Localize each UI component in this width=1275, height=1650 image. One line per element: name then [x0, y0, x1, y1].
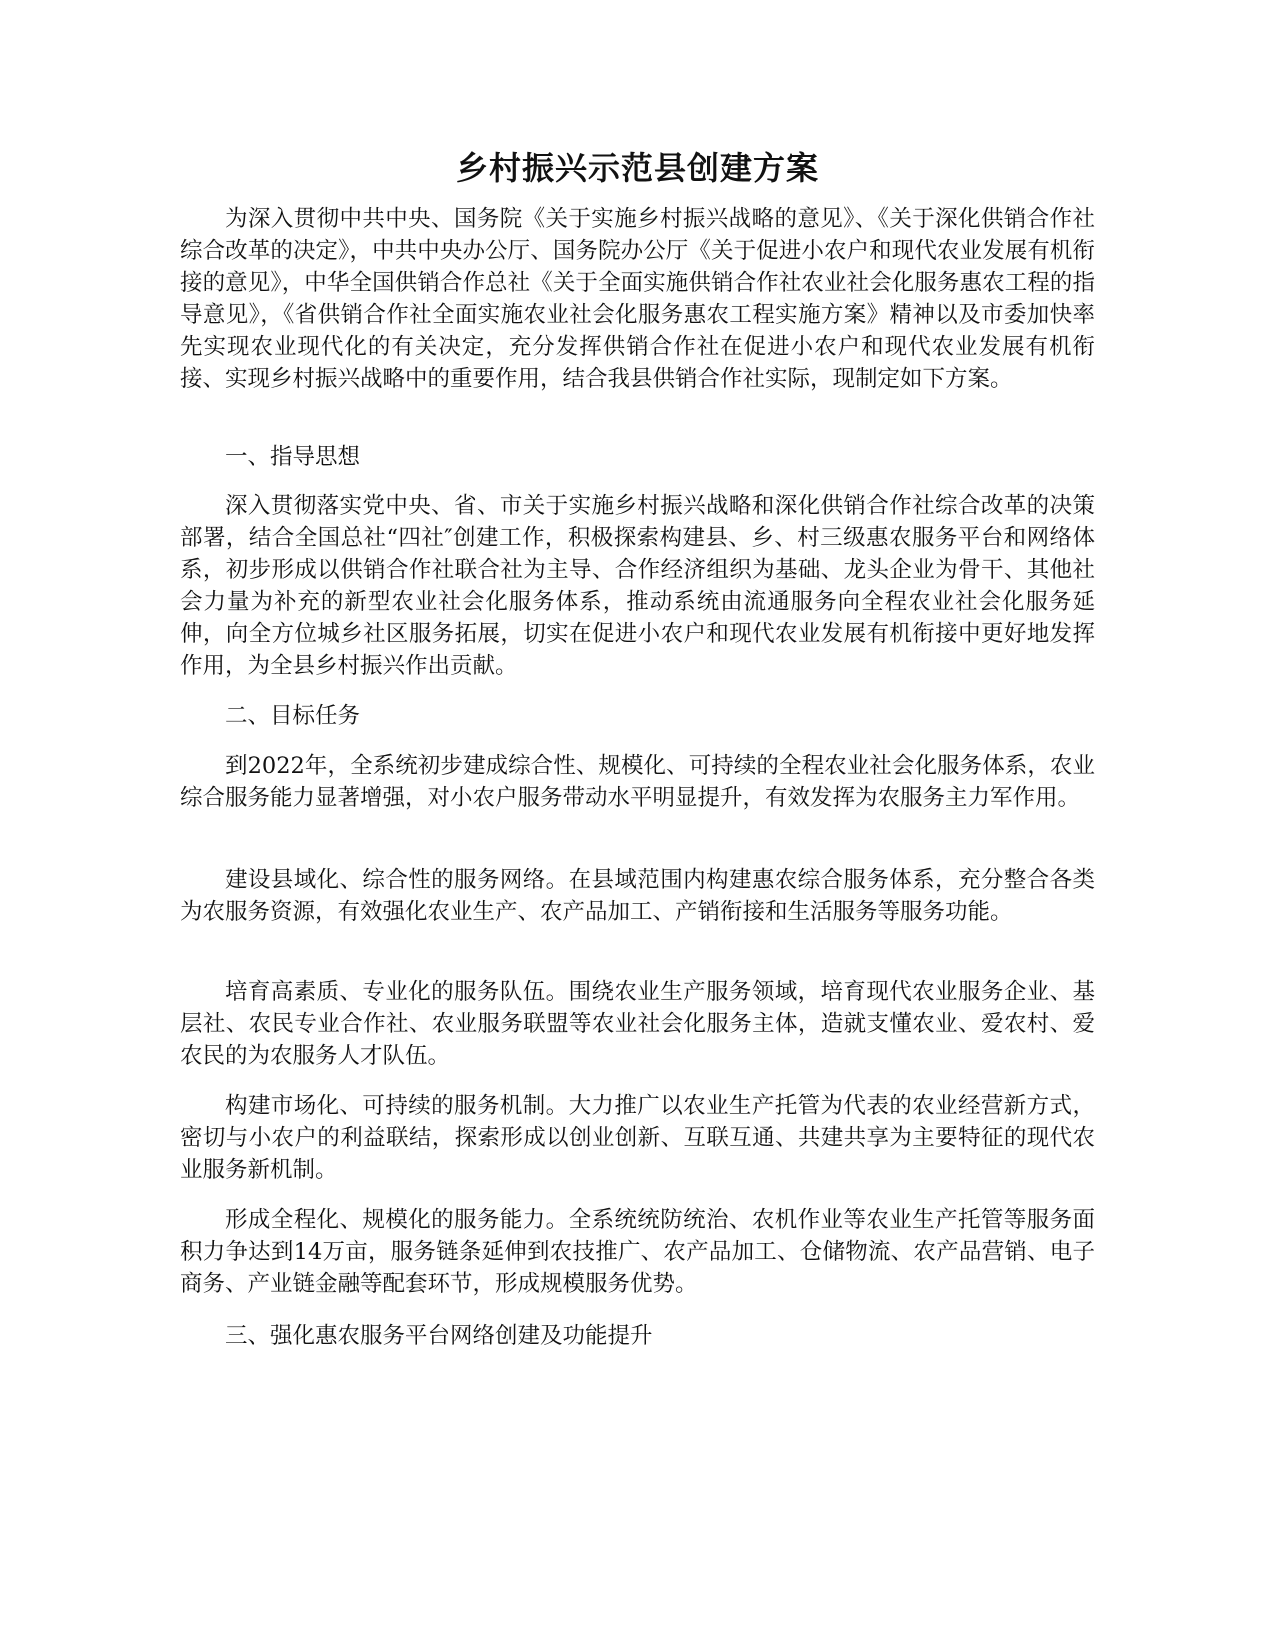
section-2-paragraph-1: 到2022年，全系统初步建成综合性、规模化、可持续的全程农业社会化服务体系，农业综合服务能力显著增强，对小农户服务带动水平明显提升，有效发挥为农服务主力军作用。 — [180, 753, 1095, 811]
section-2-heading: 二、目标任务 — [225, 703, 361, 729]
page-title: 乡村振兴示范县创建方案 — [455, 149, 819, 187]
section-1-heading: 一、指导思想 — [225, 444, 361, 470]
section-2-paragraph-3: 培育高素质、专业化的服务队伍。围绕农业生产服务领域，培育现代农业服务企业、基层社、农民专业合作社、农业服务联盟等农业社会化服务主体，造就支懂农业、爱农村、爱农民的为农服务人才队伍。 — [180, 979, 1095, 1069]
section-2-paragraph-4: 构建市场化、可持续的服务机制。大力推广以农业生产托管为代表的农业经营新方式，密切与小农户的利益联结，探索形成以创业创新、互联互通、共建共享为主要特征的现代农业服务新机制。 — [180, 1093, 1095, 1183]
intro-paragraph: 为深入贯彻中共中央、国务院《关于实施乡村振兴战略的意见》、《关于深化供销合作社综合改革的决定》，中共中央办公厅、国务院办公厅《关于促进小农户和现代农业发展有机衔接的意见》，中华全国供销合作总社《关于全面实施供销合作社农业社会化服务惠农工程的指导意见》，《省供销合作社全面实施农业社会化服务惠农工程实施方案》精神以及市委加快率先实现农业现代化的有关决定，充分发挥供销合作社在促进小农户和现代农业发展有机衔接、实现乡村振兴战略中的重要作用，结合我县供销合作社实际，现制定如下方案。 — [180, 206, 1095, 392]
section-2-paragraph-5: 形成全程化、规模化的服务能力。全系统统防统治、农机作业等农业生产托管等服务面积力争达到14万亩，服务链条延伸到农技推广、农产品加工、仓储物流、农产品营销、电子商务、产业链金融等配套环节，形成规模服务优势。 — [180, 1207, 1095, 1297]
section-3-heading: 三、强化惠农服务平台网络创建及功能提升 — [225, 1323, 653, 1349]
section-2-paragraph-2: 建设县域化、综合性的服务网络。在县域范围内构建惠农综合服务体系，充分整合各类为农服务资源，有效强化农业生产、农产品加工、产销衔接和生活服务等服务功能。 — [180, 867, 1095, 925]
section-1-paragraph: 深入贯彻落实党中央、省、市关于实施乡村振兴战略和深化供销合作社综合改革的决策部署，结合全国总社“四社″创建工作，积极探索构建县、乡、村三级惠农服务平台和网络体系，初步形成以供销合作社联合社为主导、合作经济组织为基础、龙头企业为骨干、其他社会力量为补充的新型农业社会化服务体系，推动系统由流通服务向全程农业社会化服务延伸，向全方位城乡社区服务拓展，切实在促进小农户和现代农业发展有机衔接中更好地发挥作用，为全县乡村振兴作出贡献。 — [180, 493, 1095, 679]
